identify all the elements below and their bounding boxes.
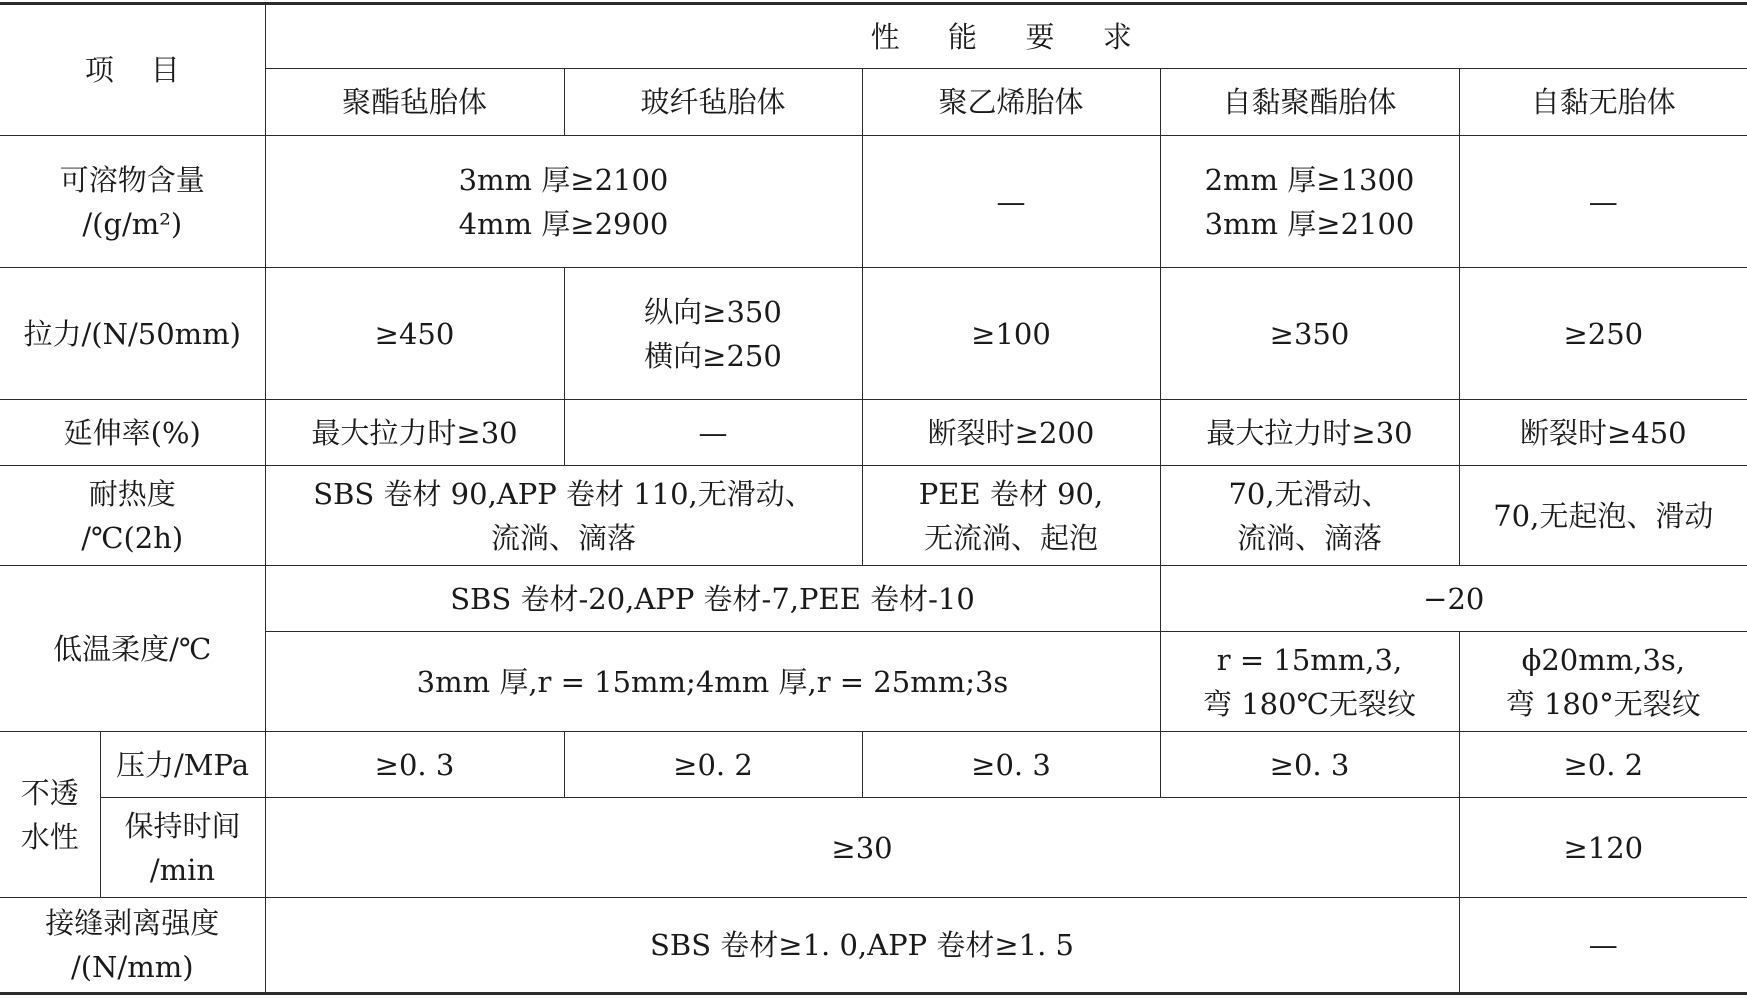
- tensile-self-adhesive-no-base: ≥250: [1459, 268, 1747, 400]
- col-header-polyethylene: 聚乙烯胎体: [862, 69, 1160, 136]
- elongation-glass-fiber: —: [564, 400, 862, 466]
- label-hold-time-line1: 保持时间: [124, 808, 241, 843]
- label-impermeability: [0, 732, 100, 898]
- label-soluble-line1: 可溶物含量: [59, 162, 205, 197]
- header-row-1: [0, 4, 1747, 69]
- label-heat-line2: /℃(2h): [81, 520, 184, 555]
- low-temp-b4-line1: r = 15mm,3,: [1216, 642, 1403, 677]
- elongation-self-adhesive-polyester: 最大拉力时≥30: [1160, 400, 1459, 466]
- label-soluble-line2: /(g/m²): [82, 206, 183, 241]
- row-tensile: [0, 268, 1747, 400]
- label-tensile: 拉力/(N/50mm): [0, 268, 265, 400]
- label-peel-line2: /(N/mm): [70, 950, 194, 984]
- low-temp-b-123: 3mm 厚,r = 15mm;4mm 厚,r = 25mm;3s: [265, 632, 1160, 732]
- soluble-self-adhesive-polyester: [1160, 136, 1459, 268]
- label-peel-strength: [0, 898, 265, 994]
- col-header-self-adhesive-polyester: 自黏聚酯胎体: [1160, 69, 1459, 136]
- low-temp-b-self-adhesive-polyester: [1160, 632, 1459, 732]
- soluble-3mm: 3mm 厚≥2100: [458, 162, 669, 197]
- col-header-polyester: 聚酯毡胎体: [265, 69, 564, 136]
- heat-pg-line1: SBS 卷材 90,APP 卷材 110,无滑动、: [313, 476, 814, 511]
- heat-pe-line2: 无流淌、起泡: [923, 520, 1098, 555]
- tensile-self-adhesive-polyester: ≥350: [1160, 268, 1459, 400]
- row-low-temp-a: [0, 566, 1747, 632]
- row-soluble-content: [0, 136, 1747, 268]
- label-hold-time: [100, 798, 265, 898]
- elongation-self-adhesive-no-base: 断裂时≥450: [1459, 400, 1747, 466]
- label-imperm-line1: 不透: [20, 775, 79, 810]
- item-header-text: 项 目: [84, 53, 180, 87]
- tensile-longitudinal: 纵向≥350: [644, 294, 782, 329]
- label-imperm-line2: 水性: [20, 819, 79, 854]
- item-header: [0, 4, 265, 136]
- label-hold-time-line2: /min: [149, 852, 216, 887]
- low-temp-b-self-adhesive-no-base: [1459, 632, 1747, 732]
- low-temp-b5-line2: 弯 180°无裂纹: [1505, 686, 1701, 721]
- heat-sap-line1: 70,无滑动、: [1228, 476, 1391, 511]
- col-header-self-adhesive-no-base: 自黏无胎体: [1459, 69, 1747, 136]
- hold-time-self-adhesive-no-base: ≥120: [1459, 798, 1747, 898]
- pressure-self-adhesive-polyester: ≥0. 3: [1160, 732, 1459, 798]
- elongation-polyester: 最大拉力时≥30: [265, 400, 564, 466]
- tensile-transverse: 横向≥250: [644, 338, 782, 373]
- row-impermeability-pressure: [0, 732, 1747, 798]
- hold-time-1234: ≥30: [265, 798, 1459, 898]
- low-temp-a-45: −20: [1160, 566, 1747, 632]
- label-heat-line1: 耐热度: [88, 476, 176, 511]
- label-low-temp: 低温柔度/℃: [0, 566, 265, 732]
- label-peel-line1: 接缝剥离强度: [45, 906, 220, 940]
- peel-1234: SBS 卷材≥1. 0,APP 卷材≥1. 5: [265, 898, 1459, 994]
- soluble-4mm: 4mm 厚≥2900: [458, 206, 669, 241]
- performance-header: [265, 4, 1747, 69]
- soluble-sa-3mm: 3mm 厚≥2100: [1204, 206, 1415, 241]
- tensile-glass-fiber: [564, 268, 862, 400]
- tensile-polyethylene: ≥100: [862, 268, 1160, 400]
- heat-self-adhesive-polyester: [1160, 466, 1459, 566]
- performance-header-text: 性 能 要 求: [870, 19, 1142, 54]
- row-impermeability-time: [0, 798, 1747, 898]
- peel-self-adhesive-no-base: —: [1459, 898, 1747, 994]
- heat-pe-line1: PEE 卷材 90,: [918, 476, 1104, 511]
- row-heat-resistance: [0, 466, 1747, 566]
- tensile-polyester: ≥450: [265, 268, 564, 400]
- col-header-glass-fiber: 玻纤毡胎体: [564, 69, 862, 136]
- pressure-polyester: ≥0. 3: [265, 732, 564, 798]
- label-elongation: 延伸率(%): [0, 400, 265, 466]
- soluble-self-adhesive-no-base: —: [1459, 136, 1747, 268]
- heat-self-adhesive-no-base: 70,无起泡、滑动: [1459, 466, 1747, 566]
- row-peel-strength: [0, 898, 1747, 994]
- heat-polyester-glass: [265, 466, 862, 566]
- heat-sap-line2: 流淌、滴落: [1236, 520, 1382, 555]
- heat-pg-line2: 流淌、滴落: [490, 520, 636, 555]
- low-temp-b4-line2: 弯 180℃无裂纹: [1202, 686, 1416, 721]
- soluble-polyester-glass: [265, 136, 862, 268]
- pressure-glass-fiber: ≥0. 2: [564, 732, 862, 798]
- heat-polyethylene: [862, 466, 1160, 566]
- low-temp-b5-line1: ϕ20mm,3s,: [1521, 642, 1685, 677]
- performance-requirements-table: [0, 2, 1747, 995]
- elongation-polyethylene: 断裂时≥200: [862, 400, 1160, 466]
- soluble-sa-2mm: 2mm 厚≥1300: [1204, 162, 1415, 197]
- low-temp-a-123: SBS 卷材-20,APP 卷材-7,PEE 卷材-10: [265, 566, 1160, 632]
- label-pressure: 压力/MPa: [100, 732, 265, 798]
- pressure-self-adhesive-no-base: ≥0. 2: [1459, 732, 1747, 798]
- label-soluble-content: [0, 136, 265, 268]
- pressure-polyethylene: ≥0. 3: [862, 732, 1160, 798]
- soluble-polyethylene: —: [862, 136, 1160, 268]
- label-heat-resistance: [0, 466, 265, 566]
- row-elongation: [0, 400, 1747, 466]
